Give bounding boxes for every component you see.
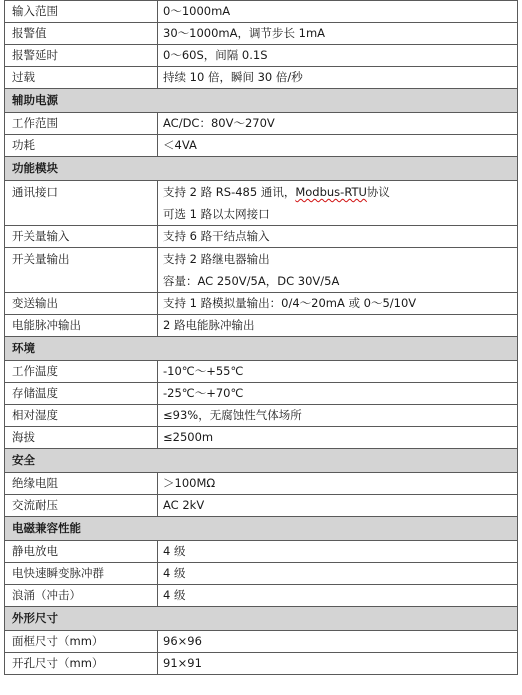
row-label: 面框尺寸（mm）	[5, 631, 158, 653]
row-label: 开孔尺寸（mm）	[5, 653, 158, 675]
section-title: 辅助电源	[5, 89, 518, 113]
switch-out-line2: 容量：AC 250V/5A，DC 30V/5A	[163, 274, 340, 288]
row-value: 4 级	[158, 563, 518, 585]
row-value: -25℃～+70℃	[158, 383, 518, 405]
row-label: 过载	[5, 67, 158, 89]
section-title: 环境	[5, 337, 518, 361]
table-row	[5, 361, 518, 383]
row-value: 96×96	[158, 631, 518, 653]
section-header-environment	[5, 337, 518, 361]
table-row	[5, 135, 518, 157]
row-value: 支持 1 路模拟量输出：0/4～20mA 或 0～5/10V	[158, 293, 518, 315]
row-label: 变送输出	[5, 293, 158, 315]
table-row	[5, 585, 518, 607]
row-value: 4 级	[158, 541, 518, 563]
row-value: 持续 10 倍，瞬间 30 倍/秒	[158, 67, 518, 89]
spec-table	[4, 0, 518, 675]
row-label: 海拔	[5, 427, 158, 449]
row-value	[158, 248, 518, 293]
table-row	[5, 248, 518, 293]
comm-label: 通讯接口	[12, 185, 58, 199]
comm-line1-prefix: 支持 2 路 RS-485 通讯，	[163, 185, 296, 199]
table-row	[5, 67, 518, 89]
table-row	[5, 1, 518, 23]
row-label: 报警延时	[5, 45, 158, 67]
section-header-dimensions	[5, 607, 518, 631]
row-label: 开关量输入	[5, 226, 158, 248]
switch-out-line1: 支持 2 路继电器输出	[163, 252, 270, 266]
table-row	[5, 23, 518, 45]
row-value: -10℃～+55℃	[158, 361, 518, 383]
row-value: ＞100MΩ	[158, 473, 518, 495]
row-label: 工作温度	[5, 361, 158, 383]
row-value: 2 路电能脉冲输出	[158, 315, 518, 337]
table-row	[5, 45, 518, 67]
row-value: 30～1000mA，调节步长 1mA	[158, 23, 518, 45]
row-label: 功耗	[5, 135, 158, 157]
table-row	[5, 427, 518, 449]
row-label: 绝缘电阻	[5, 473, 158, 495]
section-header-safety	[5, 449, 518, 473]
section-header-aux-power	[5, 89, 518, 113]
row-value: 91×91	[158, 653, 518, 675]
table-row	[5, 226, 518, 248]
table-row	[5, 113, 518, 135]
table-row	[5, 495, 518, 517]
row-label: 工作范围	[5, 113, 158, 135]
table-row	[5, 631, 518, 653]
table-row	[5, 405, 518, 427]
comm-line2: 可选 1 路以太网接口	[163, 207, 270, 221]
row-value: ＜4VA	[158, 135, 518, 157]
row-label: 输入范围	[5, 1, 158, 23]
row-value: 4 级	[158, 585, 518, 607]
row-value: ≤2500m	[158, 427, 518, 449]
row-label: 浪涌（冲击）	[5, 585, 158, 607]
row-value: 支持 6 路干结点输入	[158, 226, 518, 248]
row-value	[158, 181, 518, 226]
row-label: 静电放电	[5, 541, 158, 563]
row-label: 电能脉冲输出	[5, 315, 158, 337]
row-label	[5, 181, 158, 226]
section-header-emc	[5, 517, 518, 541]
switch-out-label: 开关量输出	[12, 252, 70, 266]
table-row	[5, 293, 518, 315]
comm-line1	[163, 181, 517, 203]
row-value: 0～60S，间隔 0.1S	[158, 45, 518, 67]
row-label: 相对湿度	[5, 405, 158, 427]
row-value: ≤93%，无腐蚀性气体场所	[158, 405, 518, 427]
row-value: AC/DC：80V～270V	[158, 113, 518, 135]
row-label: 报警值	[5, 23, 158, 45]
row-value: 0～1000mA	[158, 1, 518, 23]
protocol-text: Modbus-RTU	[295, 185, 367, 199]
table-row	[5, 563, 518, 585]
table-row	[5, 653, 518, 675]
table-row	[5, 315, 518, 337]
row-label	[5, 248, 158, 293]
comm-line1-suffix: 协议	[366, 185, 390, 199]
section-title: 外形尺寸	[5, 607, 518, 631]
section-title: 电磁兼容性能	[5, 517, 518, 541]
section-title: 安全	[5, 449, 518, 473]
section-header-function-module	[5, 157, 518, 181]
row-label: 存储温度	[5, 383, 158, 405]
section-title: 功能模块	[5, 157, 518, 181]
table-row	[5, 473, 518, 495]
table-row	[5, 181, 518, 226]
row-label: 电快速瞬变脉冲群	[5, 563, 158, 585]
table-row	[5, 383, 518, 405]
table-row	[5, 541, 518, 563]
row-label: 交流耐压	[5, 495, 158, 517]
row-value: AC 2kV	[158, 495, 518, 517]
